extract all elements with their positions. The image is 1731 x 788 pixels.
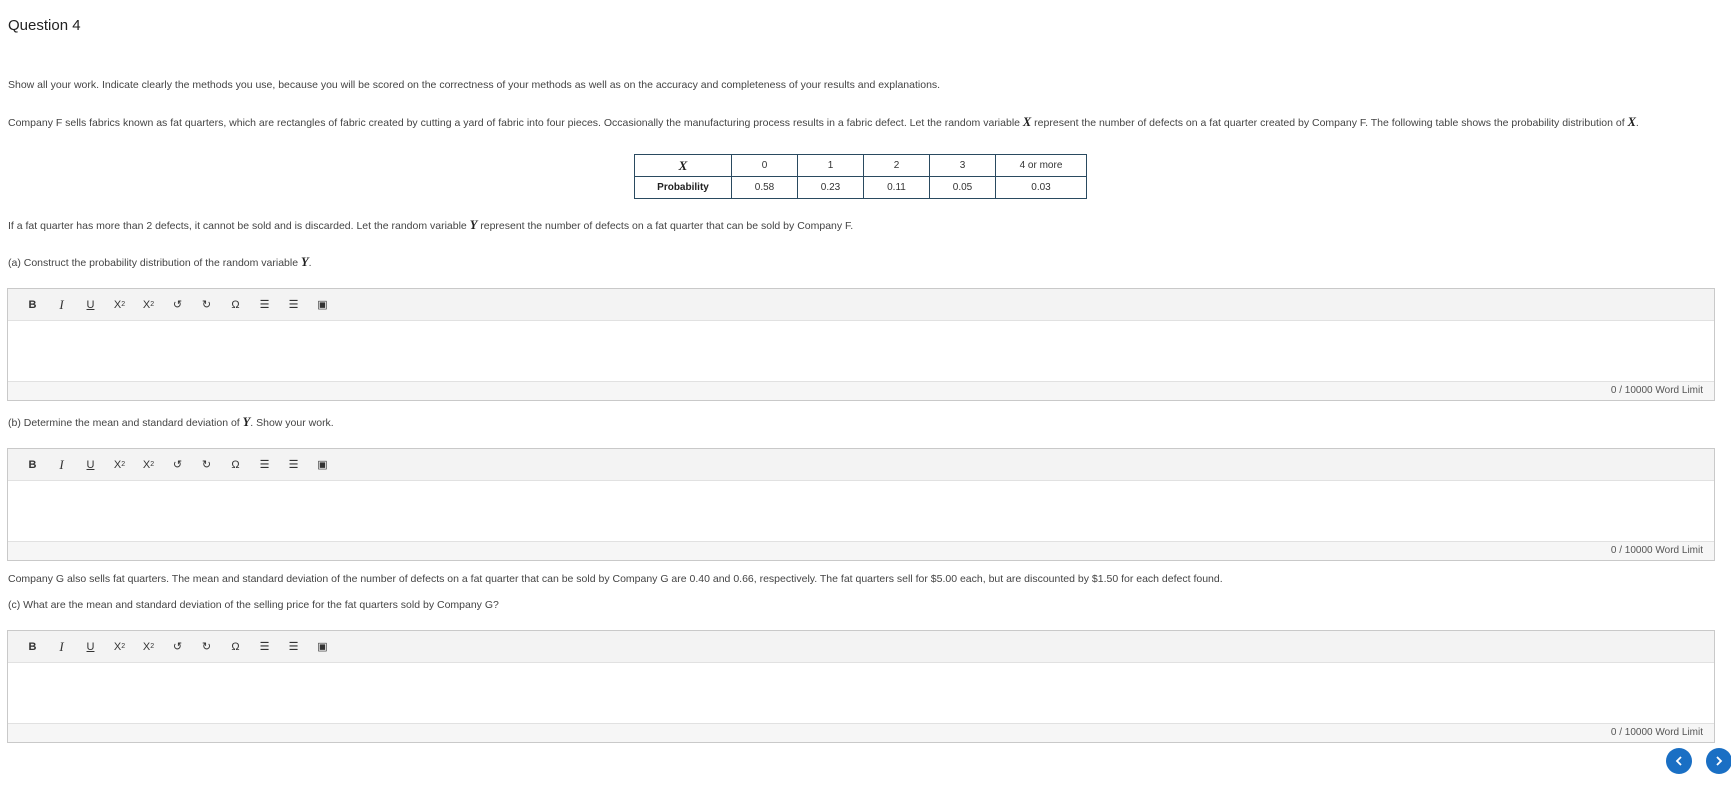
superscript-button[interactable] [105, 294, 134, 316]
insert-image-icon[interactable]: ▣ [317, 299, 328, 311]
subscript-button[interactable] [134, 454, 163, 476]
subscript-button[interactable] [134, 294, 163, 316]
answer-editor-c [7, 630, 1715, 743]
part-a-end: . [308, 257, 312, 269]
bulleted-list-icon[interactable]: ☰ [259, 459, 270, 471]
table-cell-x-value: 1 [798, 155, 864, 177]
part-b-text: (b) Determine the mean and standard deviation of [8, 417, 243, 429]
math-var-x: X [1627, 115, 1636, 129]
part-c-prompt: (c) What are the mean and standard deviation of the selling price for the fat quarters sold by Company G? [8, 599, 499, 611]
discard-text [8, 218, 853, 233]
subscript-label: X [142, 298, 151, 311]
italic-button[interactable]: I [59, 456, 64, 472]
discard-part1: If a fat quarter has more than 2 defects, it cannot be sold and is discarded. Let the random variable [8, 220, 470, 232]
probability-distribution-table [634, 154, 1087, 199]
superscript-label: X [113, 298, 122, 311]
underline-button[interactable]: U [86, 298, 95, 311]
answer-text-area[interactable] [8, 321, 1714, 381]
redo-icon[interactable]: ↻ [201, 299, 212, 311]
word-count-footer: 0 / 10000 Word Limit [8, 541, 1714, 560]
superscript-button[interactable] [105, 454, 134, 476]
table-header-x: X [635, 155, 732, 177]
subscript-label: X [142, 458, 151, 471]
table-cell-x-value: 0 [732, 155, 798, 177]
table-cell-probability: 0.05 [930, 177, 996, 199]
table-cell-probability: 0.23 [798, 177, 864, 199]
table-cell-x-value: 2 [864, 155, 930, 177]
discard-part2: represent the number of defects on a fat quarter that can be sold by Company F. [477, 220, 854, 232]
math-var-x: X [1022, 115, 1032, 129]
numbered-list-icon[interactable]: ☰ [288, 641, 299, 653]
intro-part3: . [1635, 117, 1639, 129]
underline-button[interactable]: U [86, 640, 95, 653]
undo-icon[interactable]: ↺ [172, 641, 183, 653]
superscript-mark: 2 [121, 301, 126, 308]
superscript-button[interactable] [105, 636, 134, 658]
chevron-right-icon [1713, 755, 1725, 767]
answer-text-area[interactable] [8, 663, 1714, 723]
answer-editor-b [7, 448, 1715, 561]
numbered-list-icon[interactable]: ☰ [288, 459, 299, 471]
question-title: Question 4 [8, 17, 81, 34]
table-header-probability: Probability [635, 177, 732, 199]
chevron-left-icon [1673, 755, 1685, 767]
previous-question-button[interactable] [1666, 748, 1692, 774]
superscript-mark: 2 [121, 461, 126, 468]
table-cell-probability: 0.11 [864, 177, 930, 199]
intro-part2: represent the number of defects on a fat quarter created by Company F. The following table shows the probability distribution of [1031, 117, 1628, 129]
subscript-mark: 2 [150, 643, 155, 650]
editor-toolbar [8, 289, 1714, 321]
editor-toolbar [8, 631, 1714, 663]
numbered-list-icon[interactable]: ☰ [288, 299, 299, 311]
insert-image-icon[interactable]: ▣ [317, 641, 328, 653]
redo-icon[interactable]: ↻ [201, 641, 212, 653]
table-cell-probability: 0.03 [996, 177, 1087, 199]
bold-button[interactable]: B [28, 298, 37, 311]
bulleted-list-icon[interactable]: ☰ [259, 641, 270, 653]
subscript-label: X [142, 640, 151, 653]
math-var-y: Y [242, 415, 251, 429]
superscript-label: X [113, 458, 122, 471]
undo-icon[interactable]: ↺ [172, 459, 183, 471]
superscript-mark: 2 [121, 643, 126, 650]
italic-button[interactable]: I [59, 296, 64, 312]
table-cell-x-value: 3 [930, 155, 996, 177]
company-g-text: Company G also sells fat quarters. The mean and standard deviation of the number of defects on a fat quarter that can be sold by Company G are 0.40 and 0.66, respectively. The fat quarters sell for $5.00 each, but are discounted by $1.50 for each defect found. [8, 573, 1223, 585]
next-question-button[interactable] [1706, 748, 1731, 774]
table-cell-x-value: 4 or more [996, 155, 1087, 177]
answer-editor-a [7, 288, 1715, 401]
intro-part1: Company F sells fabrics known as fat quarters, which are rectangles of fabric created by cutting a yard of fabric into four pieces. Occasionally the manufacturing process results in a fabric defect. Let the random variable [8, 117, 1023, 129]
underline-button[interactable]: U [86, 458, 95, 471]
instructions-text: Show all your work. Indicate clearly the methods you use, because you will be scored on the correctness of your methods as well as on the accuracy and completeness of your results and explanations. [8, 79, 941, 91]
part-b-prompt [8, 415, 334, 430]
redo-icon[interactable]: ↻ [201, 459, 212, 471]
bold-button[interactable]: B [28, 458, 37, 471]
part-a-text: (a) Construct the probability distribution of the random variable [8, 257, 301, 269]
subscript-button[interactable] [134, 636, 163, 658]
table-cell-probability: 0.58 [732, 177, 798, 199]
part-a-prompt [8, 255, 312, 270]
editor-toolbar [8, 449, 1714, 481]
table-row [635, 177, 1087, 199]
math-var-y: Y [300, 255, 309, 269]
special-character-icon[interactable]: Ω [231, 640, 240, 653]
table-row [635, 155, 1087, 177]
part-b-end: . Show your work. [250, 417, 334, 429]
bulleted-list-icon[interactable]: ☰ [259, 299, 270, 311]
word-count-footer: 0 / 10000 Word Limit [8, 723, 1714, 742]
word-count-footer: 0 / 10000 Word Limit [8, 381, 1714, 400]
undo-icon[interactable]: ↺ [172, 299, 183, 311]
subscript-mark: 2 [150, 461, 155, 468]
intro-text [8, 115, 1639, 130]
subscript-mark: 2 [150, 301, 155, 308]
bold-button[interactable]: B [28, 640, 37, 653]
math-var-y: Y [469, 218, 478, 232]
special-character-icon[interactable]: Ω [231, 298, 240, 311]
answer-text-area[interactable] [8, 481, 1714, 541]
italic-button[interactable]: I [59, 638, 64, 654]
insert-image-icon[interactable]: ▣ [317, 459, 328, 471]
superscript-label: X [113, 640, 122, 653]
special-character-icon[interactable]: Ω [231, 458, 240, 471]
